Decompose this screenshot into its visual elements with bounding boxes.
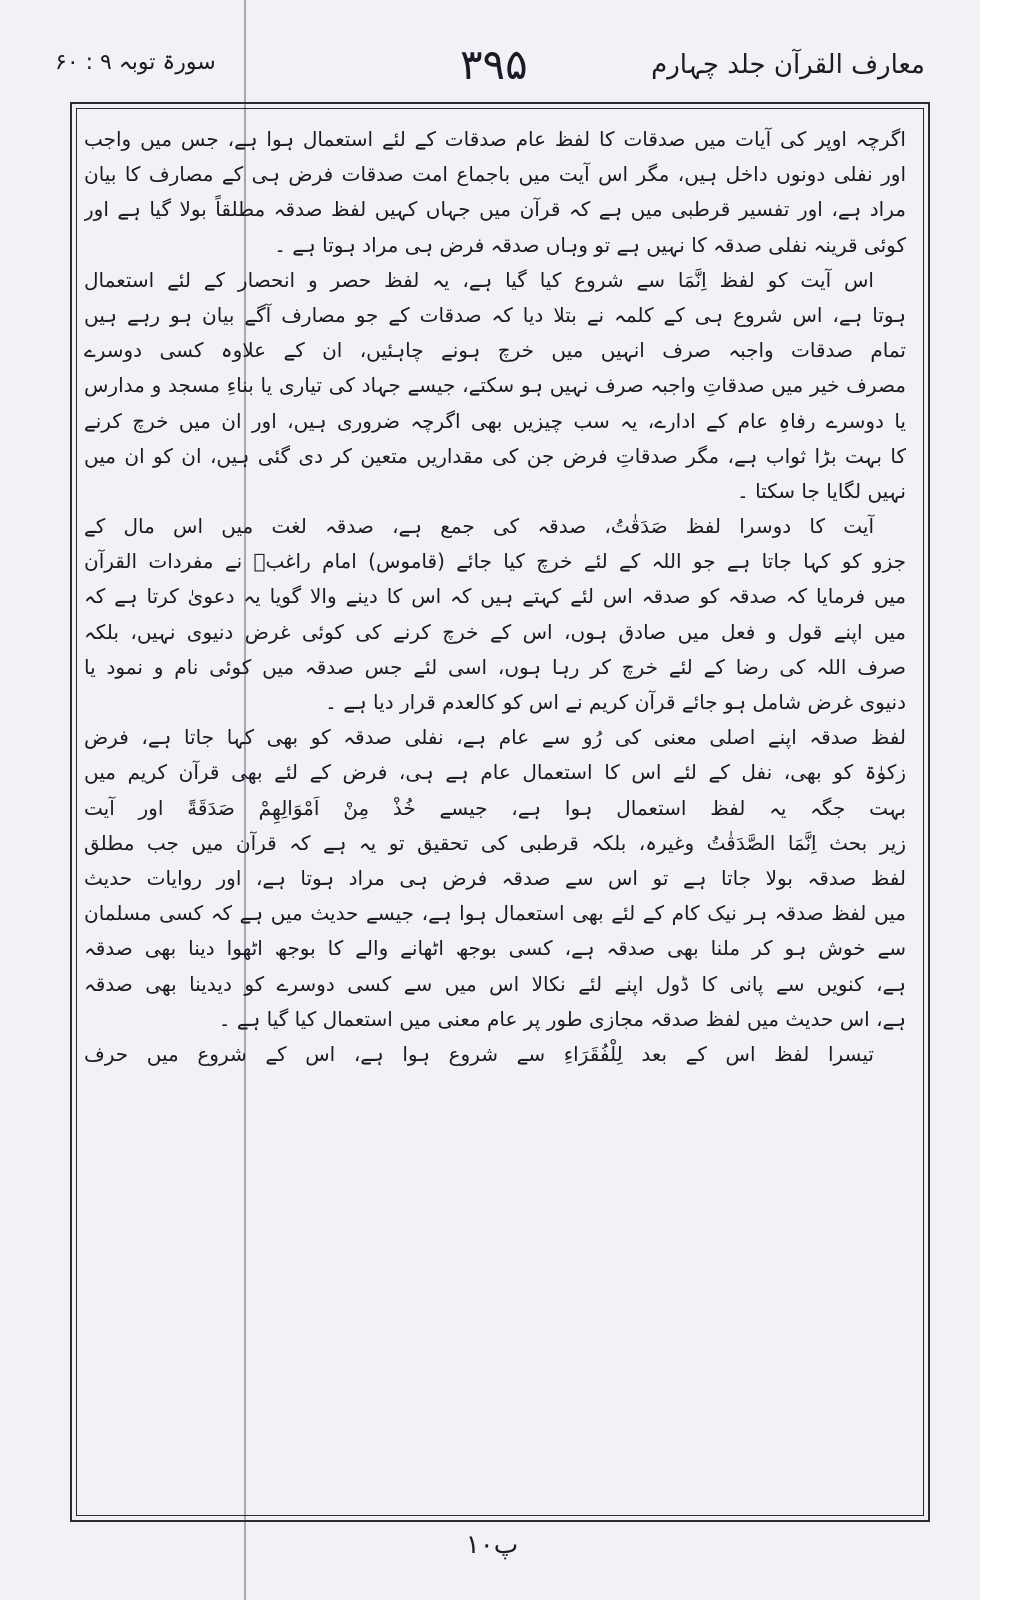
text-line: تمام صدقات واجبہ صرف انہیں میں خرچ ہونے چاہئیں، ان کے علاوہ کسی دوسرے xyxy=(84,338,906,363)
text-line: میں فرمایا کہ صدقہ کو صدقہ اس لئے کہتے ہیں کہ اس کا دینے والا گویا یہ دعویٰ کرتا ہے کہ xyxy=(84,584,906,609)
page-margin-strip xyxy=(980,0,1024,1600)
text-line: سے خوش ہو کر ملنا بھی صدقہ ہے، کسی بوجھ اٹھانے والے کا بوجھ اٹھوا دینا بھی صدقہ xyxy=(84,936,906,961)
para-marker: پ۱۰ xyxy=(465,1530,519,1560)
text-line: کا بہت بڑا ثواب ہے، مگر صدقاتِ فرض جن کی مقداریں متعین کر دی گئی ہیں، ان کو ان میں xyxy=(84,443,906,468)
text-line: اس آیت کو لفظ اِنَّمَا سے شروع کیا گیا ہے، یہ لفظ حصر و انحصار کے لئے استعمال xyxy=(84,267,874,292)
text-line: بہت جگہ یہ لفظ استعمال ہوا ہے، جیسے خُذْ مِنْ اَمْوَالِهِمْ صَدَقَةً اور آیت xyxy=(84,795,906,820)
text-line: جزو کو کہا جاتا ہے جو اللہ کے لئے خرچ کیا جائے (قاموس) امام راغبؒ نے مفردات القرآن xyxy=(84,549,906,574)
text-line: آیت کا دوسرا لفظ صَدَقٰتُ، صدقہ کی جمع ہے، صدقہ لغت میں اس مال کے xyxy=(84,514,874,539)
text-line: لفظ صدقہ بولا جاتا ہے تو اس سے صدقہ فرض ہی مراد ہوتا ہے، اور روایات حدیث xyxy=(84,865,906,890)
text-line: ہے، کنویں سے پانی کا ڈول اپنے لئے نکالا اس میں سے کسی دوسرے کو دیدینا بھی صدقہ xyxy=(84,971,906,996)
text-line: مصرف خیر میں صدقاتِ واجبہ صرف نہیں ہو سکتے، جیسے جہاد کی تیاری یا بناءِ مسجد و مدارس xyxy=(84,373,906,398)
page-header xyxy=(55,40,925,100)
text-line: صرف اللہ کی رضا کے لئے خرچ کر رہا ہوں، اسی لئے جس صدقہ میں کوئی نام و نمود یا xyxy=(84,654,906,679)
text-line: ہوتا ہے، اس شروع ہی کے کلمہ نے بتلا دیا کہ صدقات کے جو مصارف آگے بیان ہو رہے ہیں xyxy=(84,302,906,327)
text-line: تیسرا لفظ اس کے بعد لِلْفُقَرَاءِ سے شروع ہوا ہے، اس کے شروع میں حرف xyxy=(84,1041,874,1066)
text-line: نہیں لگایا جا سکتا ۔ xyxy=(737,478,906,503)
text-line: مراد ہے، اور تفسیر قرطبی میں ہے کہ قرآن میں جہاں کہیں لفظ صدقہ مطلقاً بولا گیا ہے اور xyxy=(84,197,906,222)
text-line: یا دوسرے رفاہِ عام کے ادارے، یہ سب چیزیں بھی اگرچہ ضروری ہیں، اور ان میں خرچ کرنے xyxy=(84,408,906,433)
text-line: لفظ صدقہ اپنے اصلی معنی کی رُو سے عام ہے، نفلی صدقہ کو بھی کہا جاتا ہے، فرض xyxy=(84,725,906,750)
text-line: زیر بحث اِنَّمَا الصَّدَقٰتُ وغیرہ، بلکہ قرطبی کی تحقیق تو یہ ہے کہ قرآن میں جب مطلق xyxy=(84,830,906,855)
text-line: میں اپنے قول و فعل میں صادق ہوں، اس کے خرچ کرنے کی کوئی غرض دنیوی نہیں، بلکہ xyxy=(84,619,906,644)
text-line: میں لفظ صدقہ ہر نیک کام کے لئے بھی استعمال ہوا ہے، جیسے حدیث میں ہے کہ کسی مسلمان xyxy=(84,901,906,926)
text-line: دنیوی غرض شامل ہو جائے قرآن کریم نے اس کو کالعدم قرار دیا ہے ۔ xyxy=(325,690,906,714)
surah-reference: سورۃ توبہ ۹ : ۶۰ xyxy=(55,50,216,75)
text-line: زکوٰۃ کو بھی، نفل کے لئے اس کا استعمال عام ہے ہی، فرض کے لئے بھی قرآن کریم میں xyxy=(84,760,906,785)
text-line: کوئی قرینہ نفلی صدقہ کا نہیں ہے تو وہاں صدقہ فرض ہی مراد ہوتا ہے ۔ xyxy=(274,232,906,257)
page-number: ۳۹۵ xyxy=(460,40,528,89)
book-title: معارف القرآن جلد چہارم xyxy=(651,50,925,80)
text-line: ہے، اس حدیث میں لفظ صدقہ مجازی طور پر عام معنی میں استعمال کیا گیا ہے ۔ xyxy=(218,1006,906,1031)
text-line: اگرچہ اوپر کی آیات میں صدقات کا لفظ عام صدقات کے لئے استعمال ہوا ہے، جس میں واجب xyxy=(84,127,906,151)
body-text xyxy=(84,122,916,1072)
text-line: اور نفلی دونوں داخل ہیں، مگر اس آیت میں باجماع امت صدقات فرض ہی کے مصارف کا بیان xyxy=(84,162,906,187)
text-frame xyxy=(70,102,930,1522)
